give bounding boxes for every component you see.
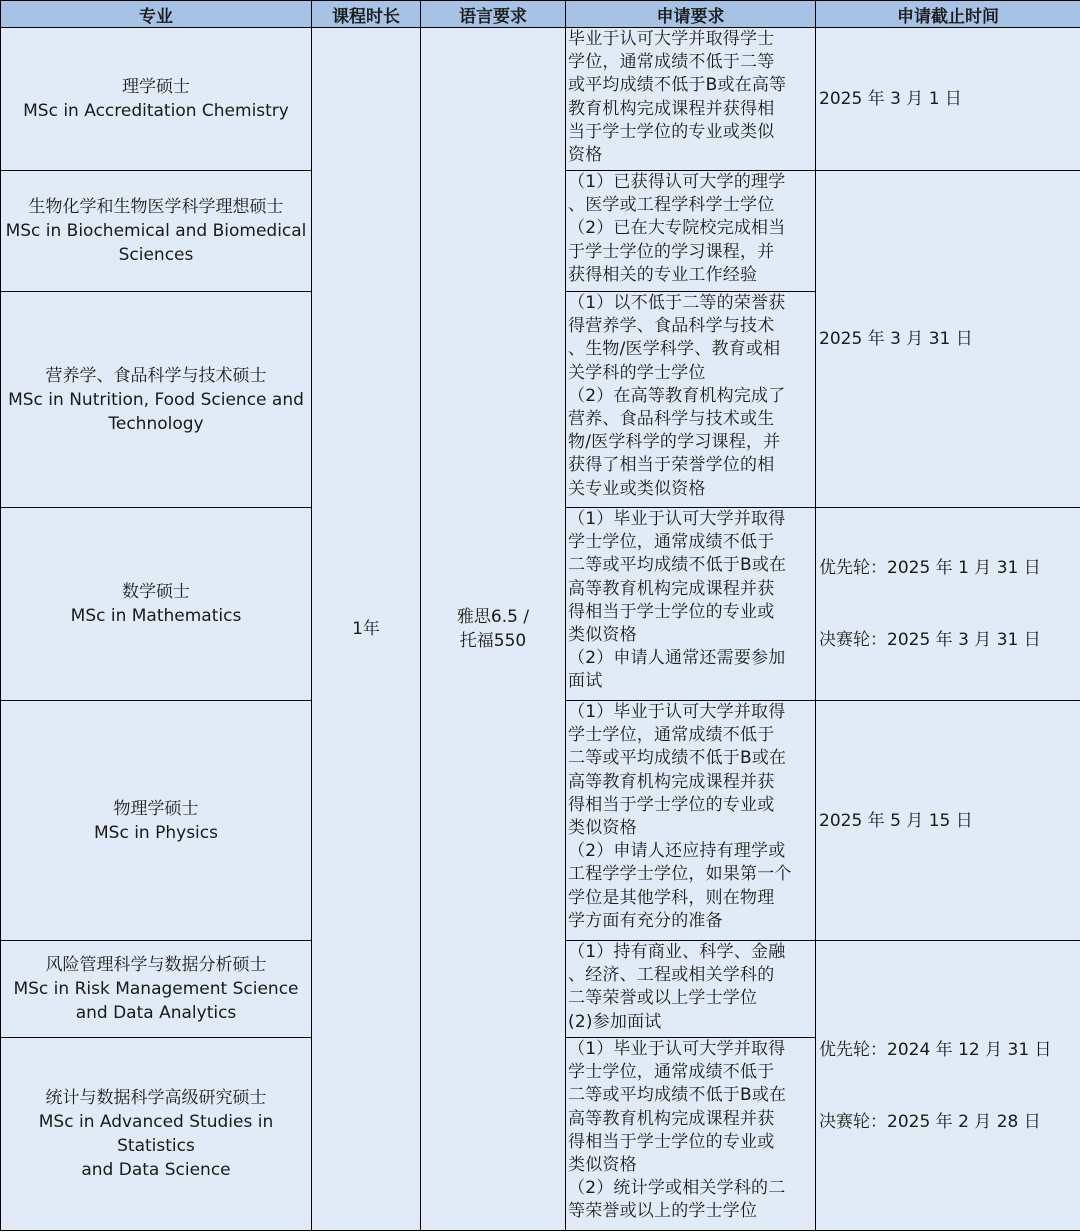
deadline-cell [816, 701, 1080, 941]
requirement-line: 或平均成绩不低于B或在高等 [568, 75, 787, 96]
requirement-line: （1）持有商业、科学、金融 [568, 942, 786, 962]
requirement-line: 二等或平均成绩不低于B或在 [568, 555, 787, 576]
requirement-line: 学士学位，通常成绩不低于 [568, 725, 775, 746]
major-name-en: MSc in Risk Management Science [13, 979, 299, 999]
requirement-line: （1）以不低于二等的荣誉获 [568, 293, 786, 313]
language-cell [421, 28, 566, 1231]
requirement-line: 二等荣誉或以上学士学位 [568, 988, 758, 1009]
deadline-line: 2025 年 5 月 15 日 [819, 810, 973, 831]
major-cell [1, 292, 312, 508]
requirements-cell [566, 171, 816, 292]
deadline-line: 2025 年 3 月 1 日 [819, 89, 962, 109]
duration-cell [312, 28, 421, 1231]
requirement-line: 类似资格 [568, 1155, 637, 1176]
header-deadline: 申请截止时间 [816, 1, 1080, 28]
deadline-cell [816, 508, 1080, 701]
requirement-line: 学士学位，通常成绩不低于 [568, 1062, 775, 1083]
major-name-en: Sciences [118, 245, 194, 265]
header-requirements: 申请要求 [566, 1, 816, 28]
major-cell [1, 1038, 312, 1231]
major-cell [1, 701, 312, 941]
major-name-zh: 生物化学和生物医学科学理想硕士 [28, 197, 284, 217]
major-name-en: MSc in Mathematics [70, 606, 242, 626]
requirement-line: 工程学学士学位，如果第一个 [568, 864, 792, 885]
major-name-en: MSc in Accreditation Chemistry [23, 101, 289, 121]
requirement-line: 、生物/医学科学、教育或相 [568, 339, 781, 360]
deadline-cell [816, 171, 1080, 508]
deadline-cell [816, 941, 1080, 1231]
major-name-zh: 理学硕士 [122, 77, 190, 97]
major-name-zh: 统计与数据科学高级研究硕士 [45, 1088, 267, 1108]
requirement-line: 毕业于认可大学并取得学士 [568, 29, 775, 49]
major-name-en: Technology [108, 413, 204, 434]
requirement-line: 教育机构完成课程并获得相 [568, 98, 775, 119]
requirement-line: （1）已获得认可大学的理学 [568, 172, 786, 192]
requirement-line: 当于学士学位的专业或类似 [568, 121, 775, 142]
deadline-line: 优先轮：2025 年 1 月 31 日 [819, 558, 1041, 578]
requirement-line: 高等教育机构完成课程并获 [568, 1108, 775, 1129]
table-row [1, 28, 1080, 171]
requirement-line: 学位，通常成绩不低于二等 [568, 52, 775, 73]
requirement-line: 关专业或类似资格 [568, 478, 706, 499]
requirement-line: 类似资格 [568, 625, 637, 646]
major-name-zh: 营养学、食品科学与技术硕士 [45, 365, 267, 386]
major-name-zh: 风险管理科学与数据分析硕士 [45, 955, 267, 975]
requirement-line: 学方面有充分的准备 [568, 910, 723, 931]
major-name-zh: 物理学硕士 [113, 798, 199, 819]
major-cell [1, 28, 312, 171]
header-major: 专业 [1, 1, 312, 28]
major-name-zh: 数学硕士 [122, 582, 190, 602]
requirement-line: 类似资格 [568, 818, 637, 839]
requirement-line: 二等或平均成绩不低于B或在 [568, 1085, 787, 1106]
language-line: 雅思6.5 / [456, 607, 530, 627]
requirement-line: 等荣誉或以上的学士学位 [568, 1201, 758, 1222]
deadline-cell [816, 28, 1080, 171]
requirement-line: 高等教育机构完成课程并获 [568, 771, 775, 792]
requirement-line: （2）已在大专院校完成相当 [568, 218, 786, 239]
major-name-en: MSc in Physics [94, 822, 218, 843]
requirements-cell [566, 1038, 816, 1231]
requirements-cell [566, 508, 816, 701]
requirement-line: （2）统计学或相关学科的二 [568, 1178, 786, 1199]
requirement-line: 、医学或工程学科学士学位 [568, 195, 775, 216]
requirements-cell [566, 28, 816, 171]
requirement-line: 关学科的学士学位 [568, 362, 706, 383]
requirement-line: 、经济、工程或相关学科的 [568, 965, 775, 986]
requirement-line: 得营养学、食品科学与技术 [568, 316, 775, 337]
requirements-cell [566, 941, 816, 1038]
header-row [1, 1, 1080, 28]
requirement-line: 于学士学位的学习课程，并 [568, 241, 775, 262]
deadline-line: 决赛轮：2025 年 3 月 31 日 [819, 630, 1041, 650]
requirement-line: 面试 [568, 671, 603, 692]
major-cell [1, 171, 312, 292]
requirement-line: 得相当于学士学位的专业或 [568, 794, 775, 815]
requirement-line: 获得了相当于荣誉学位的相 [568, 455, 775, 476]
requirement-line: 获得相关的专业工作经验 [568, 264, 758, 285]
major-name-en: MSc in Advanced Studies in Statistics [38, 1112, 274, 1156]
requirement-line: 学位是其他学科，则在物理 [568, 887, 775, 908]
major-cell [1, 508, 312, 701]
requirement-line: (2)参加面试 [568, 1011, 662, 1032]
requirements-cell [566, 701, 816, 941]
requirement-line: （1）毕业于认可大学并取得 [568, 509, 786, 529]
requirement-line: （2）申请人通常还需要参加 [568, 648, 786, 669]
header-duration: 课程时长 [312, 1, 421, 28]
requirement-line: 营养、食品科学与技术或生 [568, 409, 775, 430]
major-name-en: and Data Science [81, 1160, 231, 1180]
major-name-en: and Data Analytics [75, 1003, 237, 1023]
major-name-en: MSc in Biochemical and Biomedical [5, 221, 307, 241]
major-cell [1, 941, 312, 1038]
requirement-line: 资格 [568, 145, 603, 166]
major-name-en: MSc in Nutrition, Food Science and [8, 389, 304, 410]
duration-value: 1年 [352, 619, 380, 639]
requirement-line: （1）毕业于认可大学并取得 [568, 1039, 786, 1059]
deadline-line: 决赛轮：2025 年 2 月 28 日 [819, 1111, 1041, 1132]
requirement-line: 二等或平均成绩不低于B或在 [568, 748, 787, 769]
requirement-line: 高等教育机构完成课程并获 [568, 578, 775, 599]
deadline-line: 2025 年 3 月 31 日 [819, 329, 973, 349]
requirements-cell [566, 292, 816, 508]
requirement-line: 得相当于学士学位的专业或 [568, 1131, 775, 1152]
header-language: 语言要求 [421, 1, 566, 28]
requirement-line: 物/医学科学的学习课程，并 [568, 432, 781, 453]
language-line: 托福550 [459, 631, 527, 651]
requirement-line: （2）在高等教育机构完成了 [568, 385, 786, 406]
requirement-line: （1）毕业于认可大学并取得 [568, 702, 786, 722]
deadline-line: 优先轮：2024 年 12 月 31 日 [819, 1039, 1052, 1060]
requirement-line: 学士学位，通常成绩不低于 [568, 532, 775, 553]
requirement-line: 得相当于学士学位的专业或 [568, 601, 775, 622]
requirement-line: （2）申请人还应持有理学或 [568, 841, 786, 862]
